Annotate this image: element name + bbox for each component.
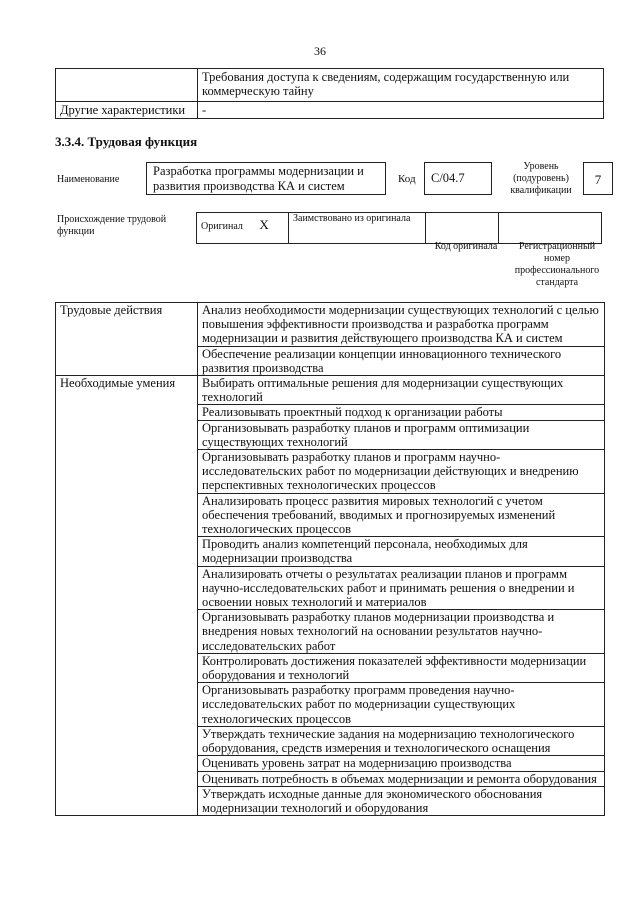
code-box: С/04.7 [424, 162, 492, 195]
row-value: Требования доступа к сведениям, содержащим государственную или коммерческую тайну [198, 69, 604, 102]
origin-table [196, 212, 602, 244]
skill-item: Выбирать оптимальные решения для модернизации существующих технологий [198, 376, 605, 405]
original-code-caption: Код оригинала [434, 241, 498, 252]
borrowed-label: Заимствовано из оригинала [289, 213, 426, 244]
skill-item: Оценивать потребность в объемах модернизации и ремонта оборудования [198, 771, 605, 786]
row-value: - [198, 102, 604, 119]
reg-number-caption: Регистрационный номер профессионального стандарта [514, 241, 600, 288]
level-label: Уровень (подуровень) квалификации [510, 161, 572, 196]
skill-item: Утверждать исходные данные для экономического обоснования модернизации технологий и оборудования [198, 786, 605, 815]
section-heading: 3.3.4. Трудовая функция [55, 134, 198, 149]
labor-action: Анализ необходимости модернизации существующих технологий с целью повышения эффективности производства и разработка программ модернизации и развития действующего производства КА и систем [198, 303, 605, 347]
original-cell [197, 213, 289, 244]
table-row [197, 213, 602, 244]
continued-table [55, 68, 604, 119]
skill-item: Анализировать отчеты о результатах реализации планов и программ научно-исследовательских работ и принимать решения о внедрении и освоении новых технологий и материалов [198, 566, 605, 610]
skill-item: Утверждать технические задания на модернизацию технологического оборудования, средств измерения и технологического оснащения [198, 726, 605, 755]
skill-item: Проводить анализ компетенций персонала, необходимых для модернизации производства [198, 537, 605, 566]
skill-item: Организовывать разработку планов и программ оптимизации существующих технологий [198, 420, 605, 449]
skill-item: Организовывать разработку планов модернизации производства и внедрения новых технологий на основании результатов научно-исследовательских работ [198, 610, 605, 654]
row-label: Другие характеристики [56, 102, 198, 119]
reg-number-cell [499, 213, 602, 244]
original-label: Оригинал [201, 221, 243, 232]
original-code-cell [426, 213, 499, 244]
skill-item: Организовывать разработку программ проведения научно-исследовательских работ по модернизации существующих технологических процессов [198, 683, 605, 727]
level-box: 7 [583, 162, 613, 195]
skills-label: Необходимые умения [56, 376, 198, 816]
skill-item: Организовывать разработку планов и программ научно-исследовательских работ по модернизации действующих и внедрению перспективных технологических процессов [198, 450, 605, 494]
table-row [56, 69, 604, 102]
code-label: Код [398, 173, 416, 185]
skill-item: Оценивать уровень затрат на модернизацию производства [198, 756, 605, 771]
function-name-box: Разработка программы модернизации и развития производства КА и систем [146, 162, 386, 195]
origin-label: Происхождение трудовой функции [57, 214, 167, 237]
skill-item: Контролировать достижения показателей эффективности модернизации оборудования и технологий [198, 653, 605, 682]
function-table [55, 302, 605, 816]
table-row [56, 376, 605, 405]
skill-item: Анализировать процесс развития мировых технологий с учетом обеспечения требований, вводимых и прогнозируемых изменений технологических процессов [198, 493, 605, 537]
labor-actions-label: Трудовые действия [56, 303, 198, 376]
row-label [56, 69, 198, 102]
labor-action: Обеспечение реализации концепции инновационного технического развития производства [198, 346, 605, 375]
original-mark: X [259, 217, 269, 232]
page-number: 36 [314, 44, 326, 58]
table-row [56, 102, 604, 119]
skill-item: Реализовывать проектный подход к организации работы [198, 405, 605, 420]
table-row [56, 303, 605, 347]
name-label: Наименование [57, 174, 120, 185]
